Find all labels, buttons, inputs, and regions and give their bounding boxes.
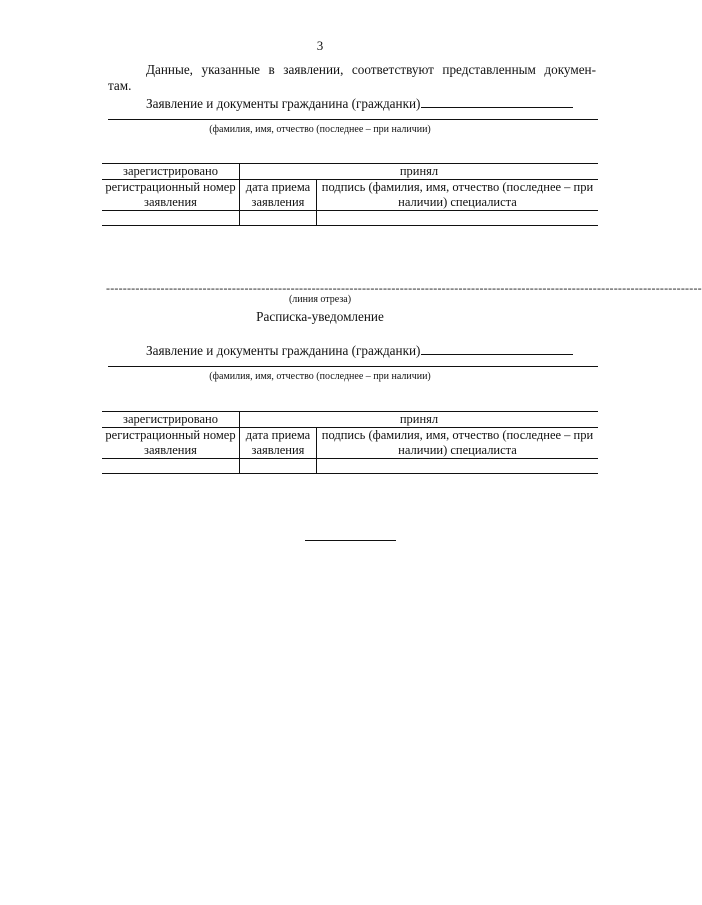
receipt-signature-cell[interactable] [317, 459, 599, 474]
registration-table [102, 163, 598, 226]
registered-header: зарегистрировано [102, 164, 240, 180]
signature-header: подпись (фамилия, имя, отчество (последнее – при наличии) специалиста [317, 180, 599, 211]
end-rule [305, 540, 396, 541]
table-row [102, 459, 598, 474]
statement-paragraph [108, 62, 596, 94]
applicant-name-rule [108, 119, 598, 120]
applicant-label: Заявление и документы гражданина (гражданки) [146, 96, 421, 111]
receipt-applicant-name-rule [108, 366, 598, 367]
statement-line-2: там. [108, 78, 132, 93]
receipt-registered-header: зарегистрировано [102, 412, 240, 428]
signature-cell[interactable] [317, 211, 599, 226]
date-cell[interactable] [240, 211, 317, 226]
receipt-applicant-label: Заявление и документы гражданина (гражданки) [146, 343, 421, 358]
receipt-applicant-caption: (фамилия, имя, отчество (последнее – при наличии) [209, 371, 431, 382]
applicant-caption: (фамилия, имя, отчество (последнее – при наличии) [209, 124, 431, 135]
statement-line-1: Данные, указанные в заявлении, соответствуют представленным докумен- [146, 62, 596, 77]
page-number: 3 [316, 38, 324, 53]
table-header-row [102, 164, 598, 180]
receipt-signature-header: подпись (фамилия, имя, отчество (последнее – при наличии) специалиста [317, 428, 599, 459]
receipt-title: Расписка-уведомление [256, 309, 384, 324]
cut-line: ---------------------------------------------------------------------------------------------------------------------------------------------- [106, 281, 702, 295]
cut-line-caption: (линия отреза) [288, 294, 352, 305]
applicant-fill-line[interactable] [421, 95, 573, 108]
receipt-reg-number-header: регистрационный номер заявления [102, 428, 240, 459]
receipt-applicant-fill-line[interactable] [421, 342, 573, 355]
table-row [102, 211, 598, 226]
receipt-date-cell[interactable] [240, 459, 317, 474]
receipt-table-subheader-row [102, 428, 598, 459]
applicant-line [146, 95, 573, 112]
table-subheader-row [102, 180, 598, 211]
receipt-registration-table [102, 411, 598, 474]
receipt-reg-number-cell[interactable] [102, 459, 240, 474]
reg-number-header: регистрационный номер заявления [102, 180, 240, 211]
receipt-date-header: дата приема заявления [240, 428, 317, 459]
receipt-table-header-row [102, 412, 598, 428]
receipt-accepted-header: принял [240, 412, 599, 428]
accepted-header: принял [240, 164, 599, 180]
reg-number-cell[interactable] [102, 211, 240, 226]
receipt-applicant-line [146, 342, 573, 359]
date-header: дата приема заявления [240, 180, 317, 211]
